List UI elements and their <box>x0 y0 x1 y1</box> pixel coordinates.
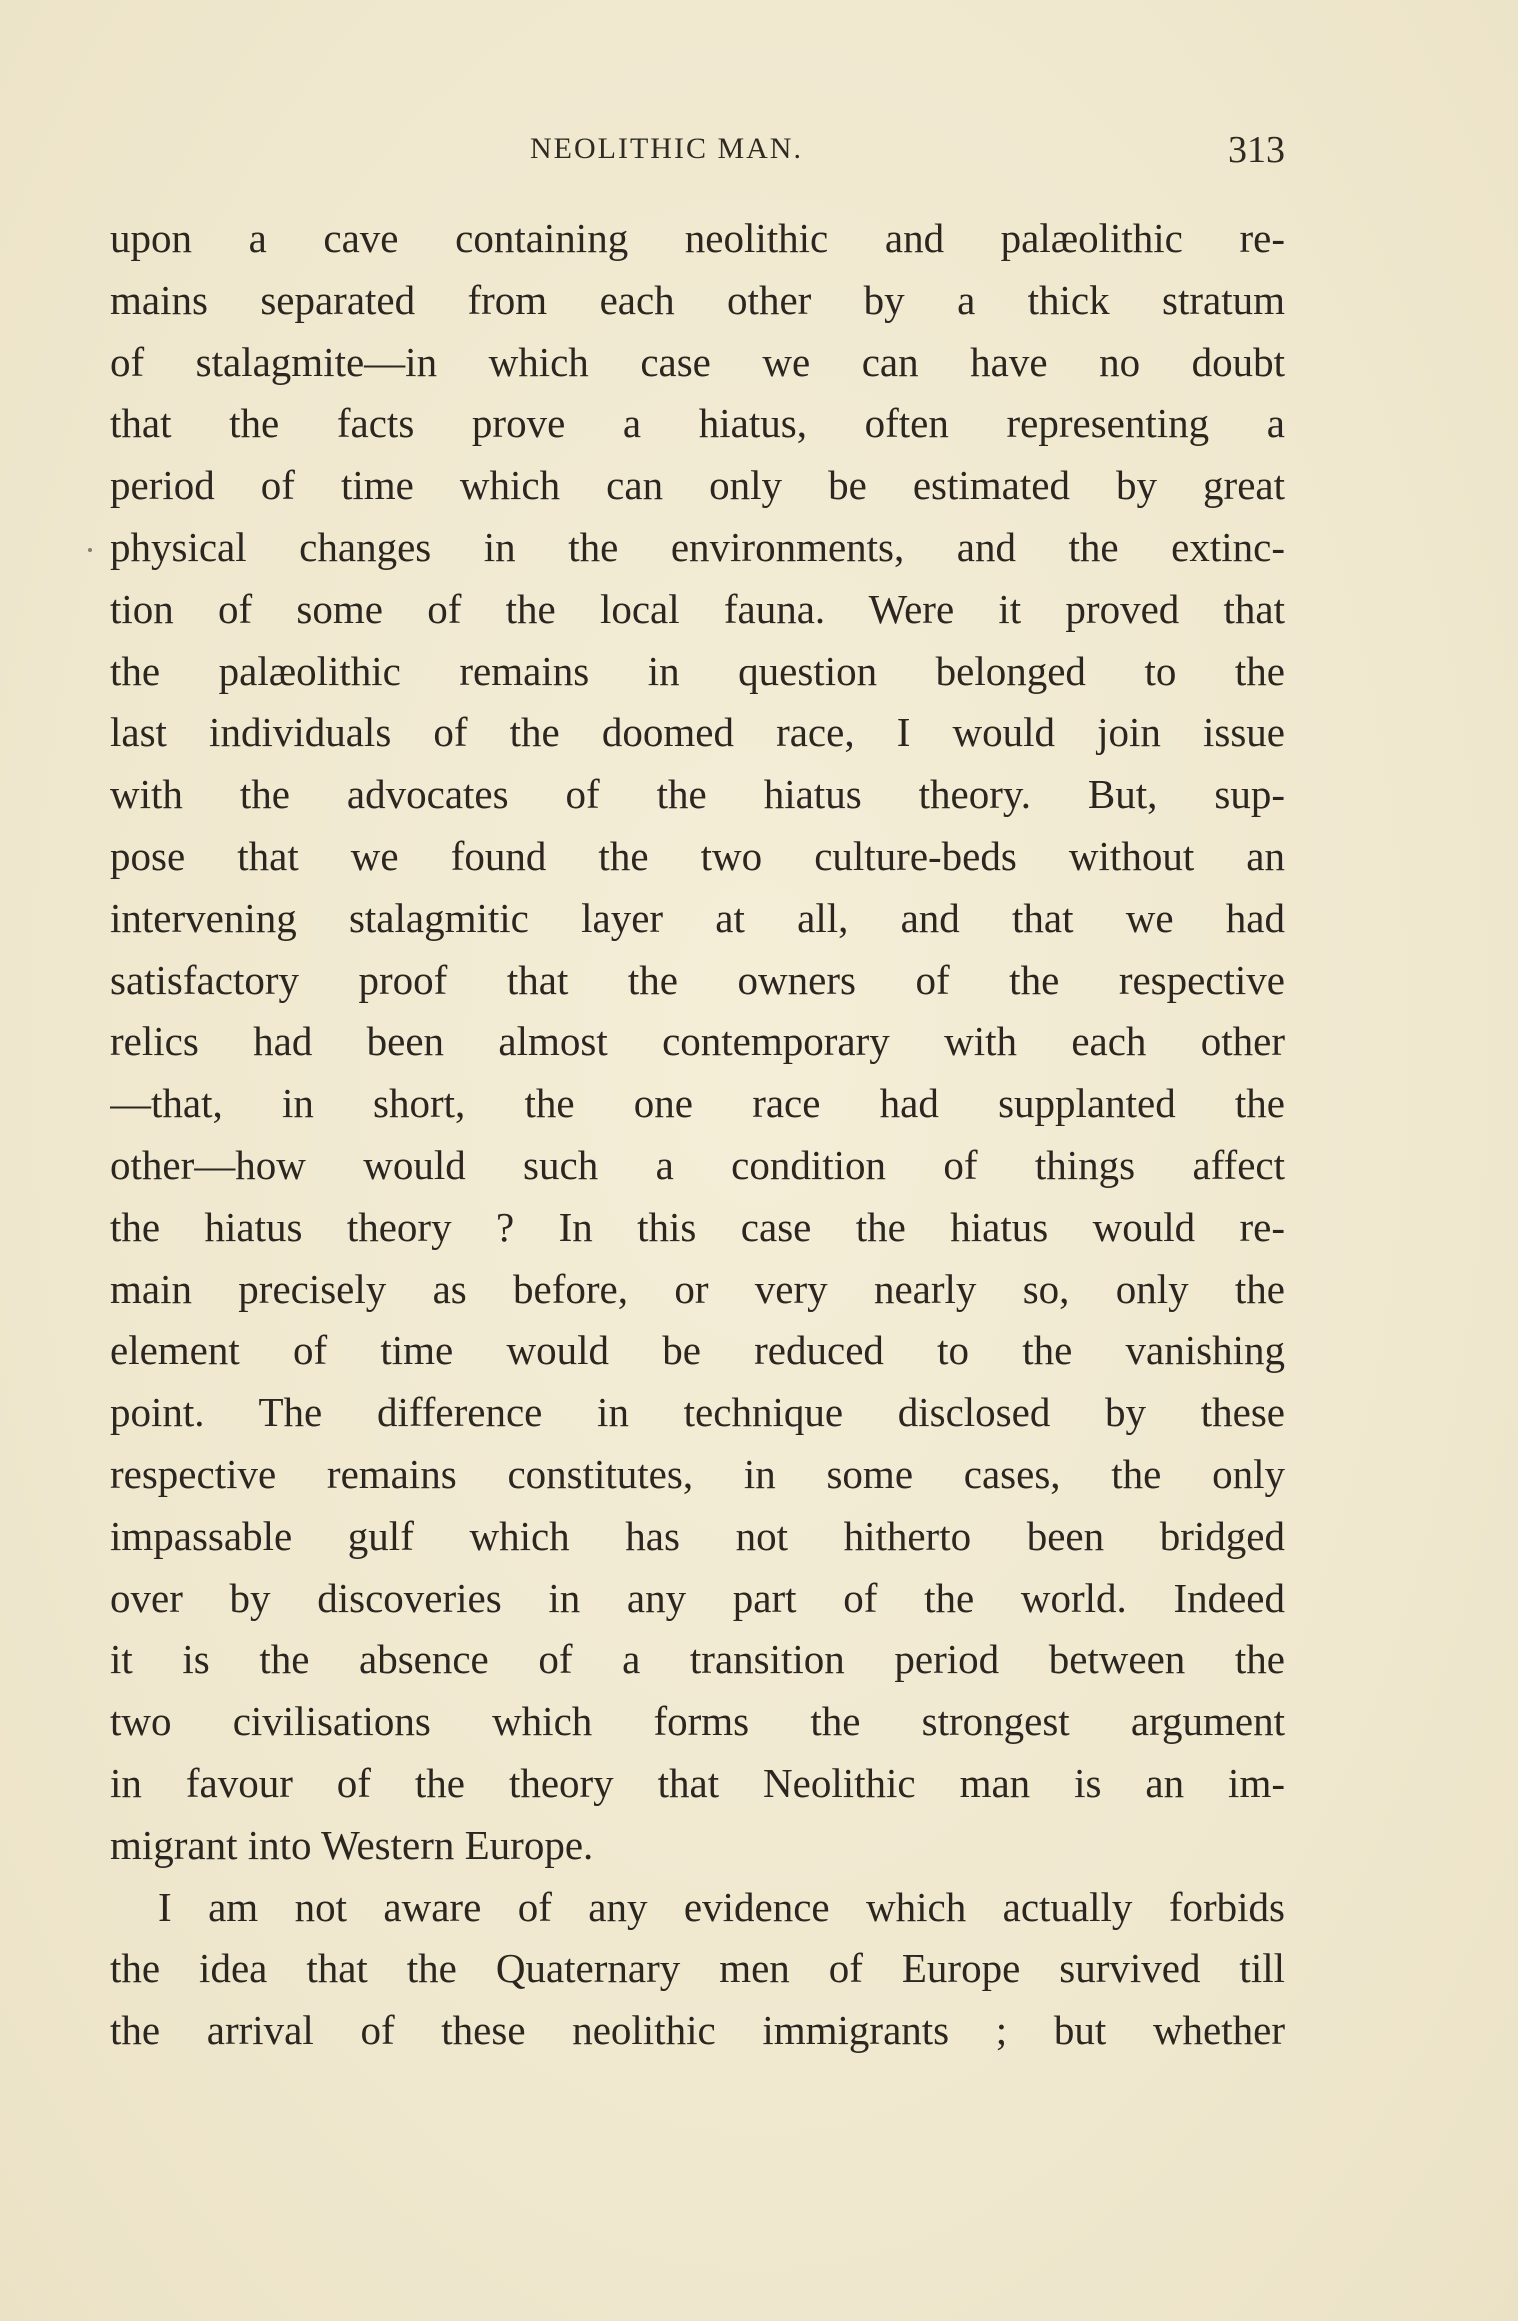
text-line: that the facts prove a hiatus, often representing a <box>110 400 1285 447</box>
text-line: tion of some of the local fauna. Were it proved that <box>110 585 1285 632</box>
text-line: —that, in short, the one race had supplanted the <box>110 1080 1285 1127</box>
text-line: point. The difference in technique disclosed by these <box>110 1389 1285 1436</box>
text-line: other—how would such a condition of things affect <box>110 1141 1285 1188</box>
text-line: mains separated from each other by a thick stratum <box>110 276 1285 323</box>
text-line: relics had been almost contemporary with each other <box>110 1018 1285 1065</box>
text-line: over by discoveries in any part of the world. Indeed <box>110 1574 1285 1621</box>
text-line: it is the absence of a transition period between the <box>110 1636 1285 1683</box>
text-line: I am not aware of any evidence which actually forbids <box>158 1883 1285 1930</box>
text-line: the palæolithic remains in question belonged to the <box>110 647 1285 694</box>
body-text <box>110 208 1285 2062</box>
text-line: physical changes in the environments, and the extinc- <box>110 523 1285 570</box>
text-line: migrant into Western Europe. <box>110 1821 594 1868</box>
text-line: period of time which can only be estimated by great <box>110 462 1285 509</box>
margin-dot <box>88 548 92 552</box>
text-line: in favour of the theory that Neolithic man is an im- <box>110 1759 1285 1806</box>
page-header <box>110 128 1285 178</box>
text-line: satisfactory proof that the owners of the respective <box>110 956 1285 1003</box>
text-line: upon a cave containing neolithic and palæolithic re- <box>110 215 1285 261</box>
text-line: element of time would be reduced to the vanishing <box>110 1327 1285 1374</box>
text-line: pose that we found the two culture-beds without an <box>110 832 1285 879</box>
running-title: NEOLITHIC MAN. <box>530 132 803 165</box>
text-line: the hiatus theory ? In this case the hiatus would re- <box>110 1203 1285 1250</box>
text-line: last individuals of the doomed race, I would join issue <box>110 709 1285 756</box>
text-line: respective remains constitutes, in some cases, the only <box>110 1450 1285 1497</box>
text-line: two civilisations which forms the strongest argument <box>110 1698 1285 1745</box>
text-line: the arrival of these neolithic immigrants ; but whether <box>110 2007 1285 2054</box>
text-line: the idea that the Quaternary men of Europe survived till <box>110 1945 1285 1992</box>
text-line: with the advocates of the hiatus theory. But, sup- <box>110 771 1285 818</box>
text-line: intervening stalagmitic layer at all, and that we had <box>110 894 1285 941</box>
text-line: impassable gulf which has not hitherto been bridged <box>110 1512 1285 1559</box>
text-line: of stalagmite—in which case we can have no doubt <box>110 338 1285 385</box>
text-line: main precisely as before, or very nearly so, only the <box>110 1265 1285 1312</box>
page-number: 313 <box>1228 129 1285 171</box>
